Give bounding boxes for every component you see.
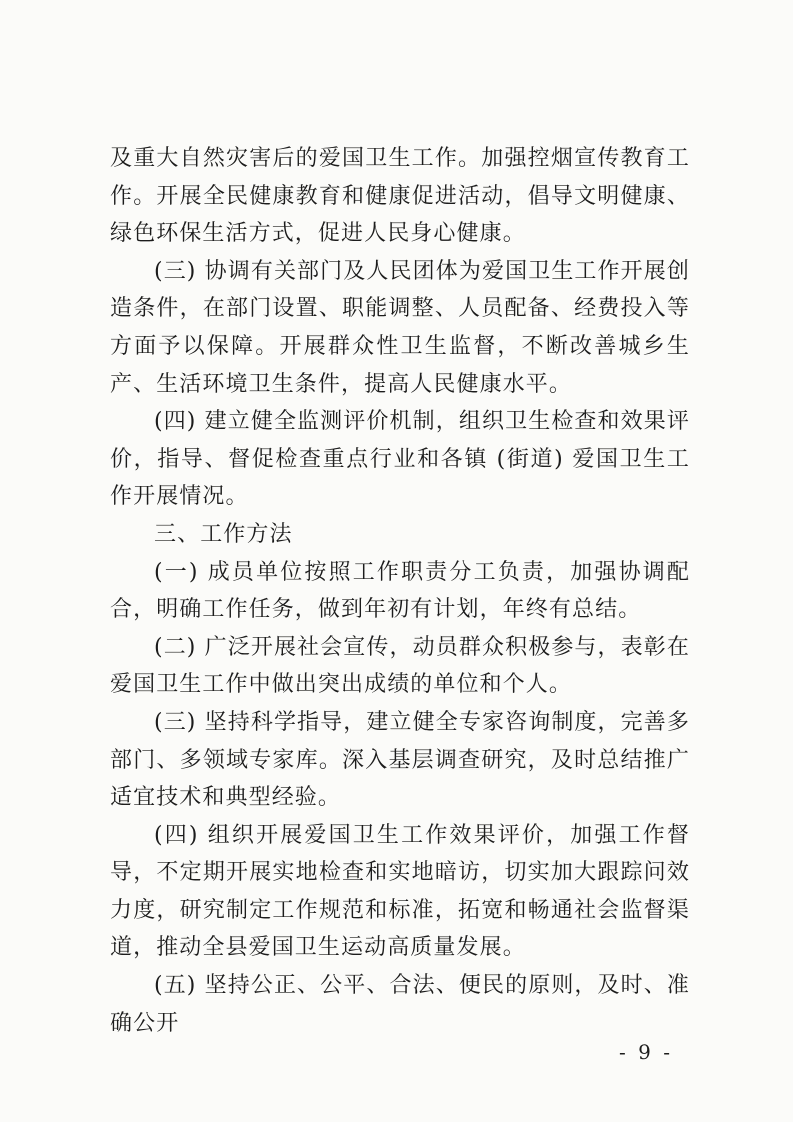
method-item-1: (一) 成员单位按照工作职责分工负责，加强协调配合，明确工作任务，做到年初有计划，年终有总结。 (110, 559, 690, 623)
page-number: - 9 - (619, 1040, 673, 1064)
method-item-5: (五) 坚持公正、公平、合法、便民的原则，及时、准确公开 (110, 973, 690, 1036)
method-item-2: (二) 广泛开展社会宣传，动员群众积极参与，表彰在爱国卫生工作中做出突出成绩的单位和个人。 (110, 634, 690, 698)
paragraph-item-3: (三) 协调有关部门及人民团体为爱国卫生工作开展创造条件，在部门设置、职能调整、人员配备、经费投入等方面予以保障。开展群众性卫生监督，不断改善城乡生产、生活环境卫生条件，提高人民健康水平。 (110, 258, 690, 397)
paragraph-item-4: (四) 建立健全监测评价机制，组织卫生检查和效果评价，指导、督促检查重点行业和各镇 (街道) 爱国卫生工作开展情况。 (110, 409, 690, 510)
section-heading: 三、工作方法 (154, 521, 293, 547)
body-text (110, 140, 690, 1042)
method-item-4: (四) 组织开展爱国卫生工作效果评价，加强工作督导，不定期开展实地检查和实地暗访，切实加大跟踪问效力度，研究制定工作规范和标准，拓宽和畅通社会监督渠道，推动全县爱国卫生运动高质量发展。 (110, 822, 690, 961)
method-item-3: (三) 坚持科学指导，建立健全专家咨询制度，完善多部门、多领域专家库。深入基层调查研究，及时总结推广适宜技术和典型经验。 (110, 709, 690, 811)
paragraph-continued: 及重大自然灾害后的爱国卫生工作。加强控烟宣传教育工作。开展全民健康教育和健康促进活动，倡导文明健康、绿色环保生活方式，促进人民身心健康。 (110, 146, 690, 247)
